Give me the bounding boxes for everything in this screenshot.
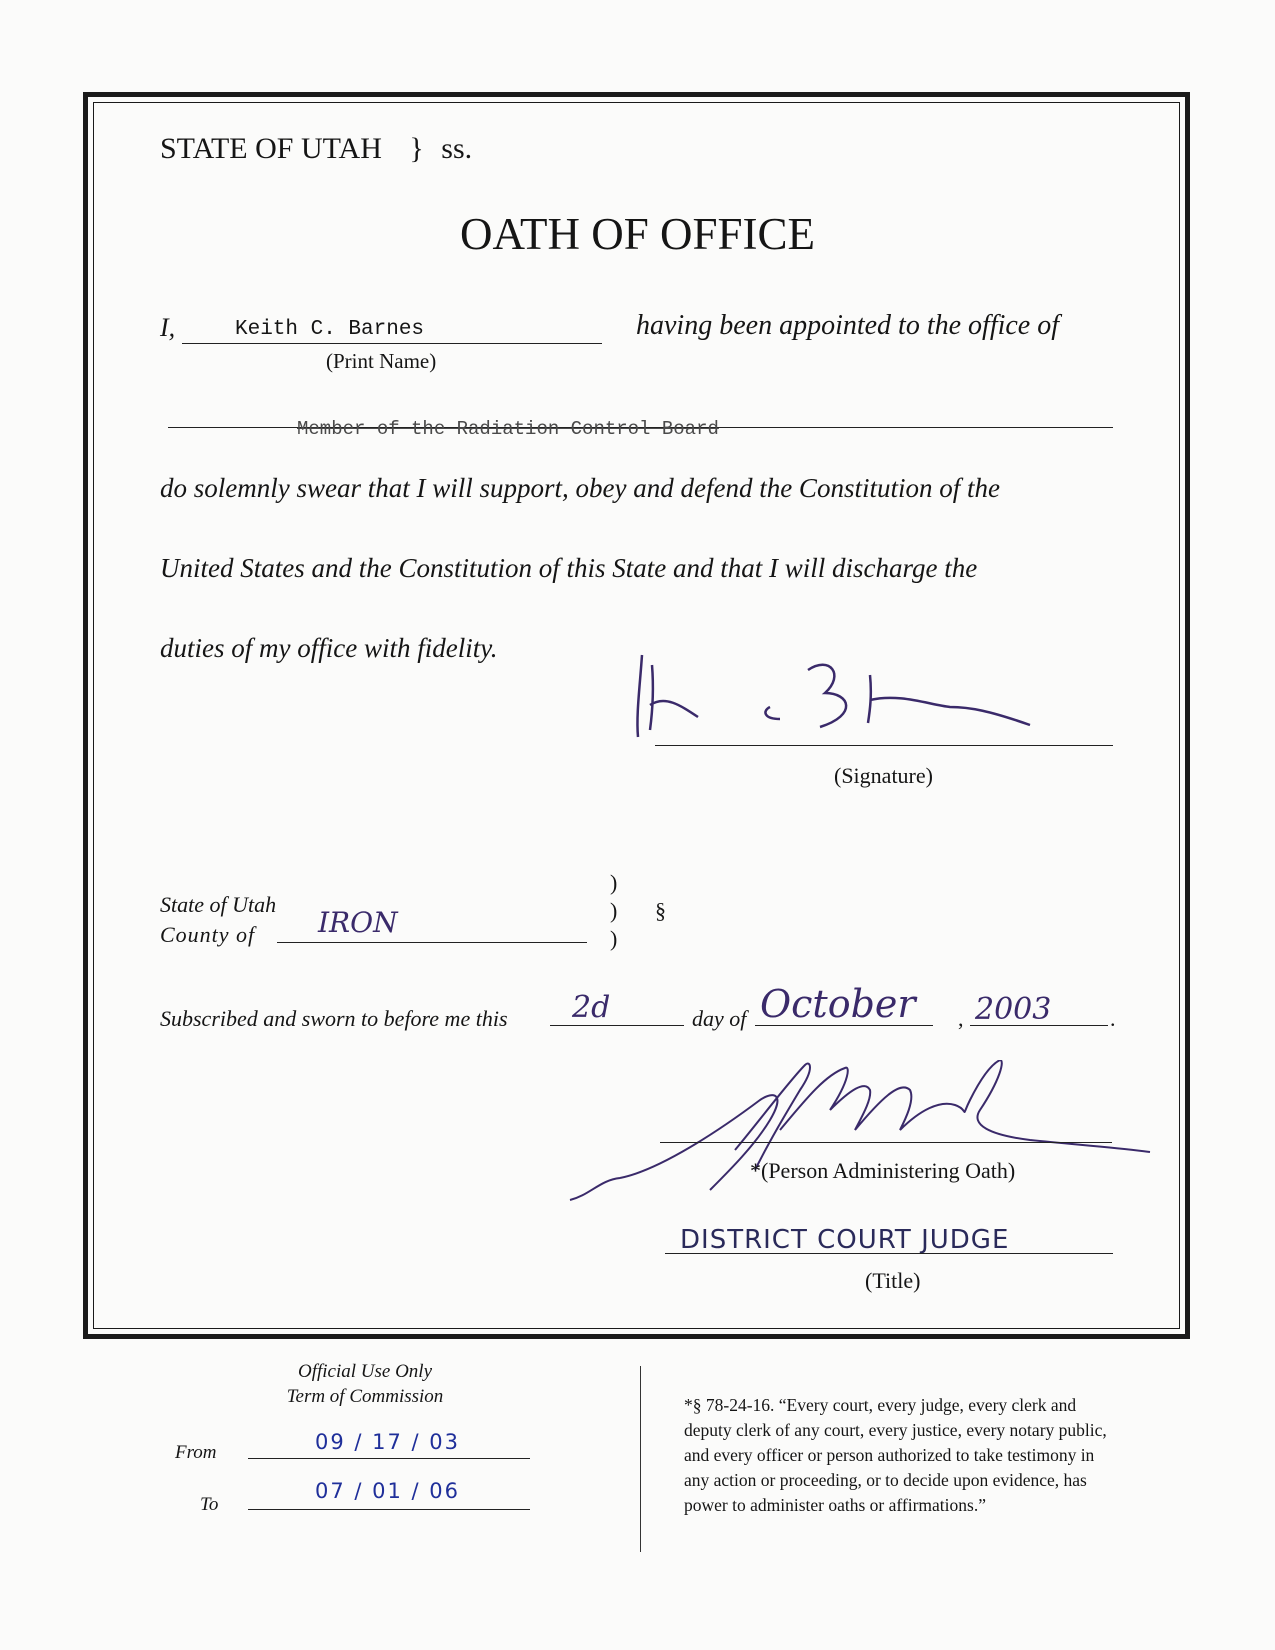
print-name-value: Keith C. Barnes	[235, 318, 425, 341]
title-line	[665, 1253, 1113, 1254]
state-heading-text: STATE OF UTAH	[160, 132, 382, 165]
administrator-line	[660, 1142, 1112, 1143]
administrator-signature	[560, 1060, 1160, 1210]
from-label: From	[175, 1442, 217, 1463]
paren-3: )	[610, 926, 618, 951]
oath-line-3: duties of my office with fidelity.	[160, 633, 498, 663]
to-label: To	[200, 1494, 219, 1515]
footnote	[684, 1393, 1107, 1518]
day-line	[550, 1025, 684, 1026]
county-line	[277, 942, 587, 943]
day-of-text: day of	[692, 1006, 747, 1031]
ss-label: ss.	[441, 132, 473, 165]
brace: }	[409, 132, 424, 165]
county-value: IRON	[318, 906, 398, 939]
footnote-line-4: any action or proceeding, or to decide upon evidence, has	[684, 1470, 1087, 1490]
county-label: County of	[160, 922, 256, 947]
footnote-line-3: and every officer or person authorized to take testimony in	[684, 1445, 1095, 1465]
month-line	[755, 1025, 933, 1026]
to-line	[248, 1509, 530, 1510]
term-heading: Term of Commission	[286, 1386, 444, 1407]
state-heading	[160, 132, 472, 166]
administrator-caption: *(Person Administering Oath)	[750, 1158, 1016, 1183]
paren-1: )	[610, 870, 618, 895]
appointed-text: having been appointed to the office of	[636, 310, 1060, 341]
month-value: October	[760, 982, 916, 1026]
official-use-heading: Official Use Only	[297, 1361, 433, 1382]
pronoun-label: I,	[160, 313, 176, 342]
footer-divider	[640, 1366, 641, 1552]
day-value: 2d	[572, 990, 611, 1025]
year-line	[970, 1025, 1108, 1026]
date-period: .	[1110, 1006, 1116, 1031]
document-title: OATH OF OFFICE	[459, 209, 816, 259]
section-symbol: §	[655, 898, 666, 923]
signature-caption: (Signature)	[834, 763, 933, 788]
footnote-line-1: *§ 78-24-16. “Every court, every judge, every clerk and	[684, 1395, 1077, 1415]
print-name-line	[182, 343, 602, 344]
date-comma: ,	[958, 1006, 964, 1031]
state-of-utah-label: State of Utah	[160, 892, 277, 917]
oath-line-2: United States and the Constitution of this State and that I will discharge the	[160, 553, 978, 583]
to-value: 07 / 01 / 06	[315, 1479, 461, 1503]
signature-line	[655, 745, 1113, 746]
paren-2: )	[610, 898, 618, 923]
footnote-line-2: deputy clerk of any court, every justice, every notary public,	[684, 1420, 1107, 1440]
title-value: DISTRICT COURT JUDGE	[680, 1225, 1010, 1255]
from-value: 09 / 17 / 03	[315, 1430, 461, 1454]
year-value: 2003	[975, 992, 1052, 1027]
from-line	[248, 1458, 530, 1459]
title-caption: (Title)	[865, 1268, 921, 1293]
print-name-caption: (Print Name)	[326, 349, 437, 373]
footnote-line-5: power to administer oaths or affirmations.”	[684, 1495, 986, 1515]
signature-handwriting	[630, 645, 1050, 745]
oath-line-1: do solemnly swear that I will support, obey and defend the Constitution of the	[160, 473, 1000, 503]
office-value: Member of the Radiation Control Board	[297, 418, 719, 440]
subscribed-text: Subscribed and sworn to before me this	[160, 1006, 508, 1031]
